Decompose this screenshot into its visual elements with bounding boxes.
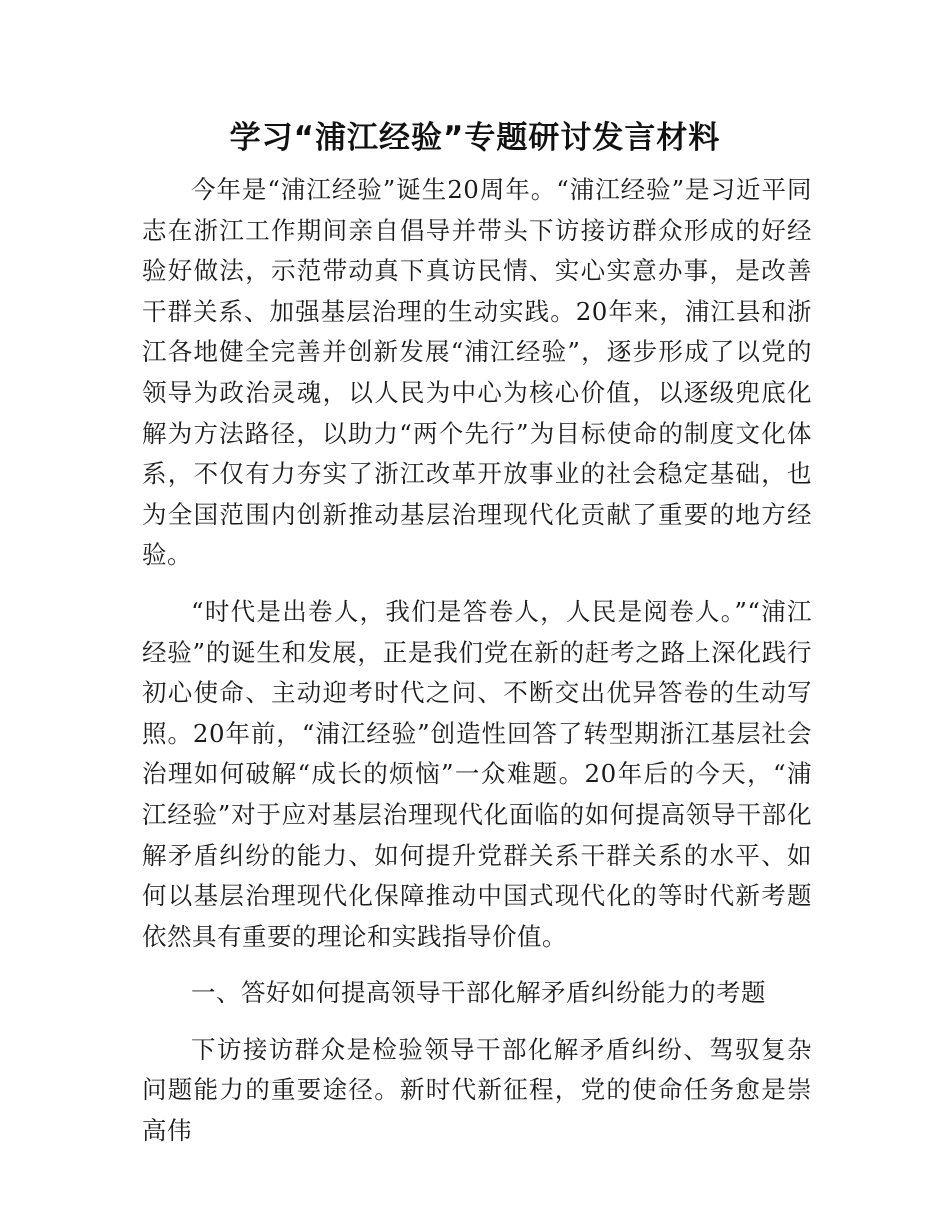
document-title: 学习“浦江经验”专题研讨发言材料 (229, 120, 721, 156)
section-heading: 一、答好如何提高领导干部化解矛盾纠纷能力的考题 (191, 978, 766, 1008)
section-paragraph: 下访接访群众是检验领导干部化解矛盾纠纷、驾驭复杂问题能力的重要途径。新时代新征程，党的使命任务愈是崇高伟 (142, 1034, 812, 1146)
paragraph-quote: “时代是出卷人，我们是答卷人，人民是阅卷人。”“浦江经验”的诞生和发展，正是我们党在新的赶考之路上深化践行初心使命、主动迎考时代之问、不断交出优异答卷的生动写照。20年前，“浦江经验”创造性回答了转型期浙江基层社会治理如何破解“成长的烦恼”一众难题。20年后的今天，“浦江经验”对于应对基层治理现代化面临的如何提高领导干部化解矛盾纠纷的能力、如何提升党群关系干群关系的水平、如何以基层治理现代化保障推动中国式现代化的等时代新考题依然具有重要的理论和实践指导价值。 (142, 596, 812, 951)
document-body (142, 170, 812, 1168)
paragraph-intro: 今年是“浦江经验”诞生20周年。“浦江经验”是习近平同志在浙江工作期间亲自倡导并带头下访接访群众形成的好经验好做法，示范带动真下真访民情、实心实意办事，是改善干群关系、加强基层治理的生动实践。20年来，浦江县和浙江各地健全完善并创新发展“浦江经验”，逐步形成了以党的领导为政治灵魂，以人民为中心为核心价值，以逐级兜底化解为方法路径，以助力“两个先行”为目标使命的制度文化体系，不仅有力夯实了浙江改革开放事业的社会稳定基础，也为全国范围内创新推动基层治理现代化贡献了重要的地方经验。 (142, 175, 812, 570)
